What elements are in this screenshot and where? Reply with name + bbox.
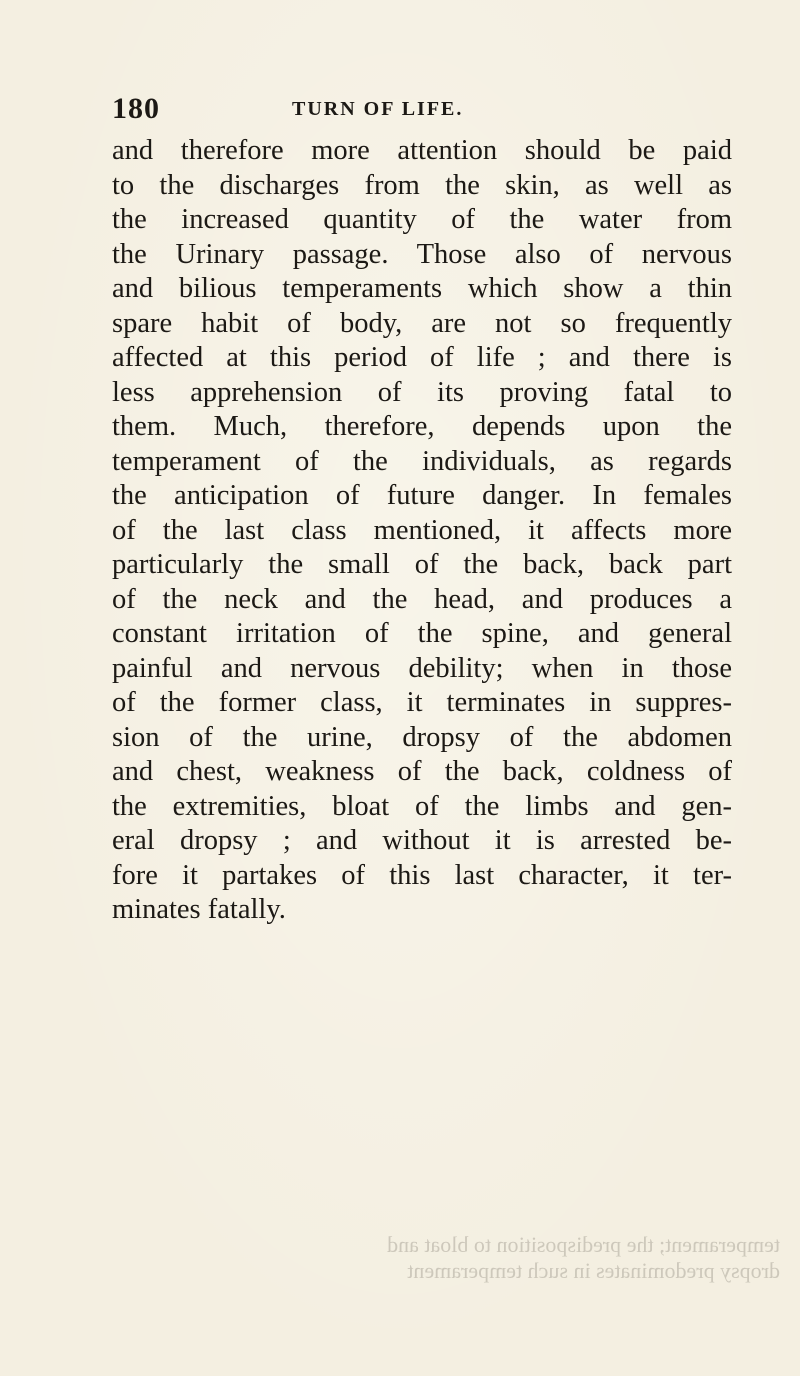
text-line: affected at this period of life ; and there is (112, 342, 732, 373)
text-line: painful and nervous debility; when in those (112, 652, 732, 684)
text-line: the Urinary passage. Those also of nervous (112, 238, 732, 270)
text-line: eral dropsy ; and without it is arrested be- (112, 825, 732, 856)
bleed-through-line: temperament; the predisposition to bloat and (387, 1232, 780, 1257)
running-head: TURN OF LIFE. (292, 98, 464, 120)
text-line: particularly the small of the back, back part (112, 549, 732, 580)
text-line: sion of the urine, dropsy of the abdomen (112, 721, 732, 753)
text-line: and chest, weakness of the back, coldness of (112, 756, 732, 787)
text-line: the anticipation of future danger. In females (112, 480, 732, 511)
text-line: of the neck and the head, and produces a (112, 583, 732, 615)
text-line: of the last class mentioned, it affects more (112, 514, 732, 546)
text-line: of the former class, it terminates in suppres- (112, 687, 732, 718)
text-line: and therefore more attention should be paid (112, 135, 732, 166)
body-text (112, 134, 732, 928)
bleed-through-text (100, 1232, 780, 1284)
text-line: fore it partakes of this last character, it ter- (112, 859, 732, 891)
text-line: temperament of the individuals, as regards (112, 445, 732, 477)
text-line: constant irritation of the spine, and general (112, 618, 732, 649)
text-line: less apprehension of its proving fatal to (112, 376, 732, 408)
text-line: the increased quantity of the water from (112, 204, 732, 235)
text-line: the extremities, bloat of the limbs and gen- (112, 790, 732, 822)
text-line: to the discharges from the skin, as well as (112, 169, 732, 201)
text-line: them. Much, therefore, depends upon the (112, 411, 732, 442)
page-number: 180 (112, 92, 160, 125)
text-line: and bilious temperaments which show a thin (112, 273, 732, 304)
page-header (112, 92, 732, 132)
text-line: spare habit of body, are not so frequently (112, 307, 732, 339)
text-line: minates fatally. (112, 894, 286, 925)
bleed-through-line: dropsy predominates in such temperament (407, 1258, 780, 1283)
